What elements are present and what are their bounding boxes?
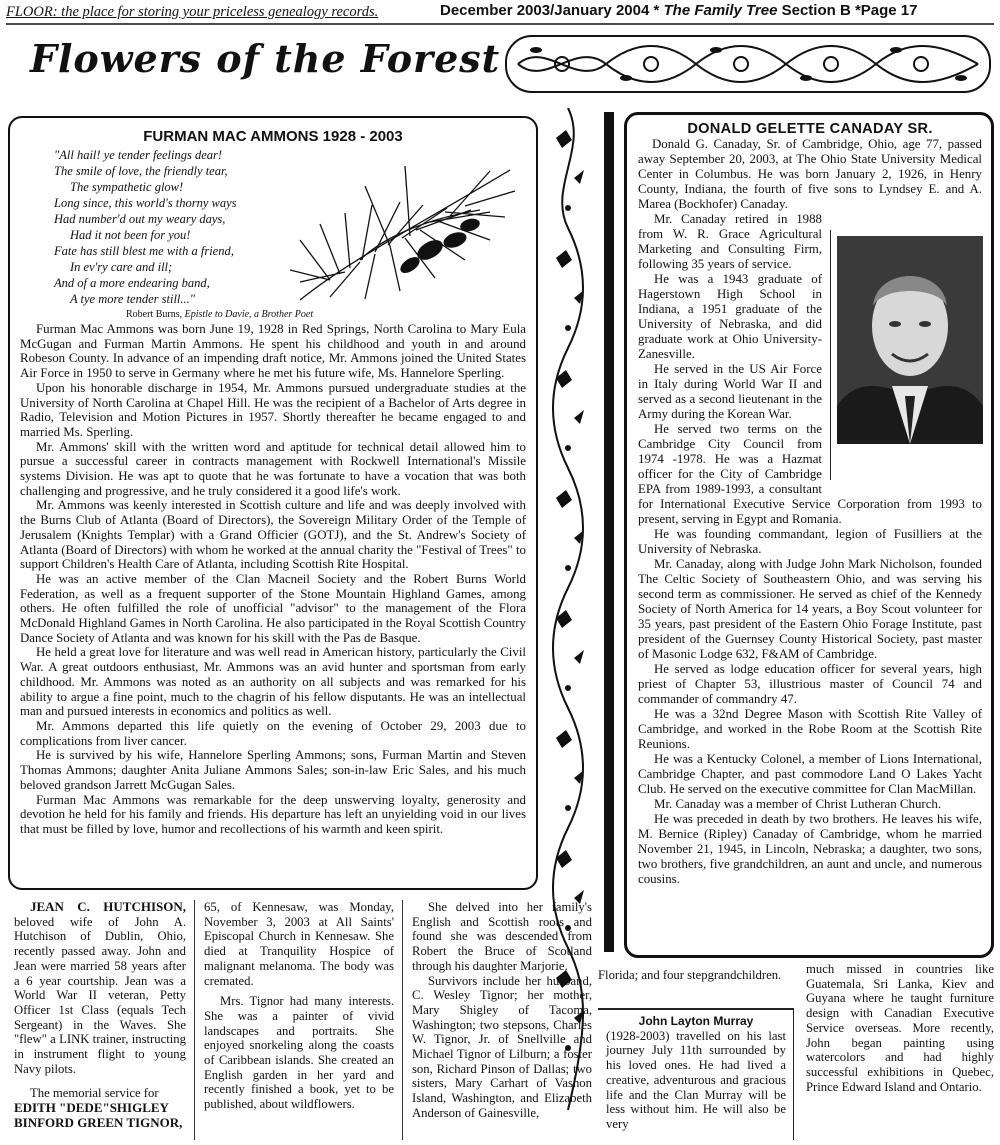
paragraph: He was a 32nd Degree Mason with Scottish Rite Valley of Cambridge, and worked in the Robe Room at the Scottish Rite Reunions. (638, 707, 982, 751)
paragraph: Mr. Canaday was a member of Christ Lutheran Church. (654, 797, 942, 811)
poem-credit: Robert Burns, Epistle to Davie, a Brother Poet (126, 309, 314, 320)
paragraph: He was preceded in death by two brothers. He leaves his wife, M. Bernice (Ripley) Canaday of Cambridge, whom he married November 21, 1945, in Lincoln, Nebraska; a daughter, two sons, two brothers, five grandchildren, an aunt and uncle, and numerous cousins. (638, 812, 982, 886)
hutchison-text: JEAN C. HUTCHISON, beloved wife of John A. Hutchison of Dublin, Ohio, recently passed away. John and Jean were married 58 years after a 6 year courtship. Jean was a World War II veteran, Petty Officer 1st Class (equals Tech Sergeant) in the Waves. She "flew" a LINK trainer, instructing in instrument flight to young Navy pilots. (14, 899, 186, 1076)
paragraph: Mr. Canaday retired in 1988 from W. R. Grace Agricultural Marketing and Consulting Firm, following 35 years of service. (638, 212, 822, 271)
portrait-frame (830, 230, 986, 480)
column-divider (402, 900, 403, 1140)
murray-obituary-cont (806, 962, 994, 1094)
paragraph: Mr. Ammons was keenly interested in Scottish culture and life and was deeply involved with the Burns Club of Atlanta (Board of Directors), the Sovereign Military Order of the Temple of Jerusalem (Knights Templar) with a Grand Officier (GOTJ), and the St. Andrew's Society of Atlanta (Board of Directors) with whom he worked at the annual charity the "Festival of Trees" to support Children's Health Care of Atlanta, including Scottish Rite Hospital. (20, 498, 526, 572)
hutchison-name: JEAN C. HUTCHISON, (30, 899, 186, 914)
murray-text: (1928-2003) travelled on his last journey July 11th surrounded by his loved ones. He had lived a creative, adventurous and gracious life and the Clan Murray will be less without him. He will also be very (606, 1028, 786, 1131)
paragraph: Survivors include her husband, C. Wesley Tignor; her mother, Mary Shigley of Tacoma, Washington; two stepsons, Charles W. Tignor, Jr. of Snellville and Michael Tignor of Lilburn; a foster son, Richard Pinson of Dallas; two sisters, Mary Carhart of Vashon Island, Washington, and Elizabeth Anderson of Gainesville, (412, 973, 592, 1120)
poem-line: And of a more endearing band, (54, 276, 210, 290)
paragraph: Upon his honorable discharge in 1954, Mr. Ammons pursued undergraduate studies at the University of North Carolina at Chapel Hill. He was the recipient of a Bachelor of Arts degree in Radio, Television and Motion Pictures in 1957. Shortly thereafter he became engaged to and married Ms. Sperling. (20, 380, 526, 439)
paragraph: Donald G. Canaday, Sr. of Cambridge, Ohio, age 77, passed away September 20, 2003, at The Ohio State University Medical Center in Columbus. He was born January 2, 1926, in Henry County, Indiana, the fourth of five sons to Lyndsey E. and A. Marea (Bockhofer) Canaday. (638, 137, 982, 211)
murray-name: John Layton Murray (638, 1014, 754, 1028)
paragraph: Mr. Ammons' skill with the written word and aptitude for technical detail allowed him to pursue a successful career in contracts management with Rockwell International's Missile systems Division. He was apt to quote that he was fortunate to have a vocation that was both challenging and progressive, and he truly considered it a good life's work. (20, 439, 526, 498)
paragraph: Furman Mac Ammons was born June 19, 1928 in Red Springs, North Carolina to Mary Eula McGugan and Furman Martin Ammons. He spent his childhood and youth in and around Robeson County. In advance of an impending draft notice, Mr. Ammons joined the United States Air Force in 1950 to serve in Germany where he met his future wife, Ms. Hannelore Sperling. (20, 322, 526, 381)
tignor-obituary-part-1 (204, 900, 394, 1112)
canaday-obituary (624, 112, 994, 958)
column-rule (604, 112, 614, 952)
paragraph: He served as lodge education officer for several years, high priest of Chapter 53, illustrious master of Council 74 and commander of commandry 47. (638, 662, 982, 706)
hutchison-obituary (14, 900, 186, 1131)
paragraph: He was a 1943 graduate of Hagerstown High School in Indiana, a 1951 graduate of the University of Nebraska, and did graduate work at Ohio University-Zanesville. (638, 272, 822, 361)
pine-branch-illustration (290, 150, 520, 310)
memorial-intro: The memorial service for (30, 1086, 159, 1101)
header-page: Section B *Page 17 (777, 2, 918, 19)
poem-line: A tye more tender still..." (70, 292, 196, 306)
tignor-name: EDITH "DEDE"SHIGLEY BINFORD GREEN TIGNOR, (14, 1100, 183, 1130)
tignor-obituary-end (598, 968, 794, 983)
header-tagline: FLOOR: the place for storing your priceless genealogy records. (6, 4, 379, 20)
poem-line: "All hail! ye tender feelings dear! (54, 148, 223, 162)
poem-line: In ev'ry care and ill; (70, 260, 173, 274)
poem-line: Fate has still blest me with a friend, (54, 244, 234, 258)
column-divider (194, 900, 195, 1140)
paragraph: Mr. Ammons departed this life quietly on the evening of October 29, 2003 due to complications from liver cancer. (20, 718, 526, 748)
paragraph: 65, of Kennesaw, was Monday, November 3, 2003 at All Saints' Episcopal Church in Kennesaw. She died at Tranquility Hospice of malignant melanoma. The body was cremated. (204, 900, 394, 988)
header-publication: The Family Tree (663, 2, 778, 19)
poem-line: Had it not been for you! (70, 228, 191, 242)
paragraph: Mr. Canaday, along with Judge John Mark Nicholson, founded The Celtic Society of Southeastern Ohio, and was serving his second term as commissioner. He served as chief of the Kennedy Society of North America for 14 years, a Boy Scout volunteer for 35 years, past president of the Eastern Ohio Forage Institute, past president of the Guernsey County Historical Society, past master of Masonic Lodge 632, F&AM of Cambridge. (638, 557, 982, 661)
poem-line: Long since, this world's thorny ways (54, 196, 237, 210)
portrait-photo (837, 236, 983, 444)
paragraph: Florida; and four stepgrandchildren. (598, 968, 782, 982)
paragraph: He was a Kentucky Colonel, a member of Lions International, Cambridge Chapter, and past commodore Land O Lakes Yacht Club. He served on the executive committee for Clan MacMillan. (638, 752, 982, 796)
poem-line: Had number'd out my weary days, (54, 212, 226, 226)
furman-title: FURMAN MAC AMMONS 1928 - 2003 (143, 128, 403, 145)
paragraph: Mrs. Tignor had many interests. She was a painter of vivid landscapes and portraits. She enjoyed snorkeling along the coasts of Caribbean islands. She created an English garden in her yard and recently finished a book, yet to be published, about wildflowers. (204, 994, 394, 1112)
paragraph: Furman Mac Ammons was remarkable for the deep unswerving loyalty, generosity and devotion he held for his family and friends. His departure has left an unyielding void in our lives that must be filled by love, humor and recollections of his warmth and keen spirit. (20, 792, 526, 836)
murray-obituary (606, 1014, 786, 1132)
poem (54, 147, 294, 307)
furman-body (20, 322, 526, 837)
paragraph: He was an active member of the Clan Macneil Society and the Robert Burns World Federation, as well as a frequent supporter of the Stone Mountain Highland Games, among others. He often fulfilled the role of unofficial "advisor" to the management of the Flora McDonald Highland Games in North Carolina. He also participated in the Royal Scottish Country Dance Society of Atlanta and was known for his skill with the Pas de Basque. (20, 571, 526, 645)
paragraph: much missed in countries like Guatemala, Sri Lanka, Kiev and Guyana where he taught furniture design with Canadian Executive Service overseas. More recently, John began painting using watercolors and had highly successful exhibitions in Quebec, Prince Edward Island and Ontario. (806, 962, 994, 1094)
poem-line: The smile of love, the friendly tear, (54, 164, 228, 178)
header-issue: December 2003/January 2004 * The Family Tree Section B *Page 17 (440, 2, 918, 19)
paragraph: He was founding commandant, legion of Fusilliers at the University of Nebraska. (638, 527, 982, 556)
tignor-obituary-part-2 (412, 900, 592, 1121)
paragraph: She delved into her family's English and Scottish roots and found she was descended from Robert the Bruce of Scotland through his daughter Marjorie. (412, 900, 592, 973)
canaday-title: DONALD GELETTE CANADAY SR. (687, 121, 933, 137)
header-date: December 2003/January 2004 (440, 2, 650, 19)
paragraph: He is survived by his wife, Hannelore Sperling Ammons; sons, Furman Martin and Steven Thomas Ammons; daughter Anita Juliane Ammons Sales; son-in-law Eric Sales, and his much beloved grandson Jarrett McGugan Sales. (20, 748, 526, 792)
canaday-body (638, 137, 982, 887)
poem-line: The sympathetic glow! (70, 180, 184, 194)
banner-title: Flowers of the Forest (30, 36, 501, 81)
paragraph: He served two terms on the Cambridge City Council from 1974 -1978. He was a Hazmat officer for the City of Cambridge EPA from 1989-1993, a consultant for International Executive Service Corporation from 1993 to present, serving in Egypt and Romania. (638, 422, 982, 526)
paragraph: He held a great love for literature and was well read in American history, particularly the Civil War. A great outdoors enthusiast, Mr. Ammons was an avid hunter and sportsman from early childhood. Mr. Ammons was noted as an authority on all subjects and was remarked for his ability to argue a fine point, much to the chagrin of his fellow disputants. He was an intellectual man and pursued interests in economics and politics as well. (20, 645, 526, 719)
paragraph: He served in the US Air Force in Italy during World War II and served as a second lieutenant in the Army during the Korean War. (638, 362, 822, 421)
